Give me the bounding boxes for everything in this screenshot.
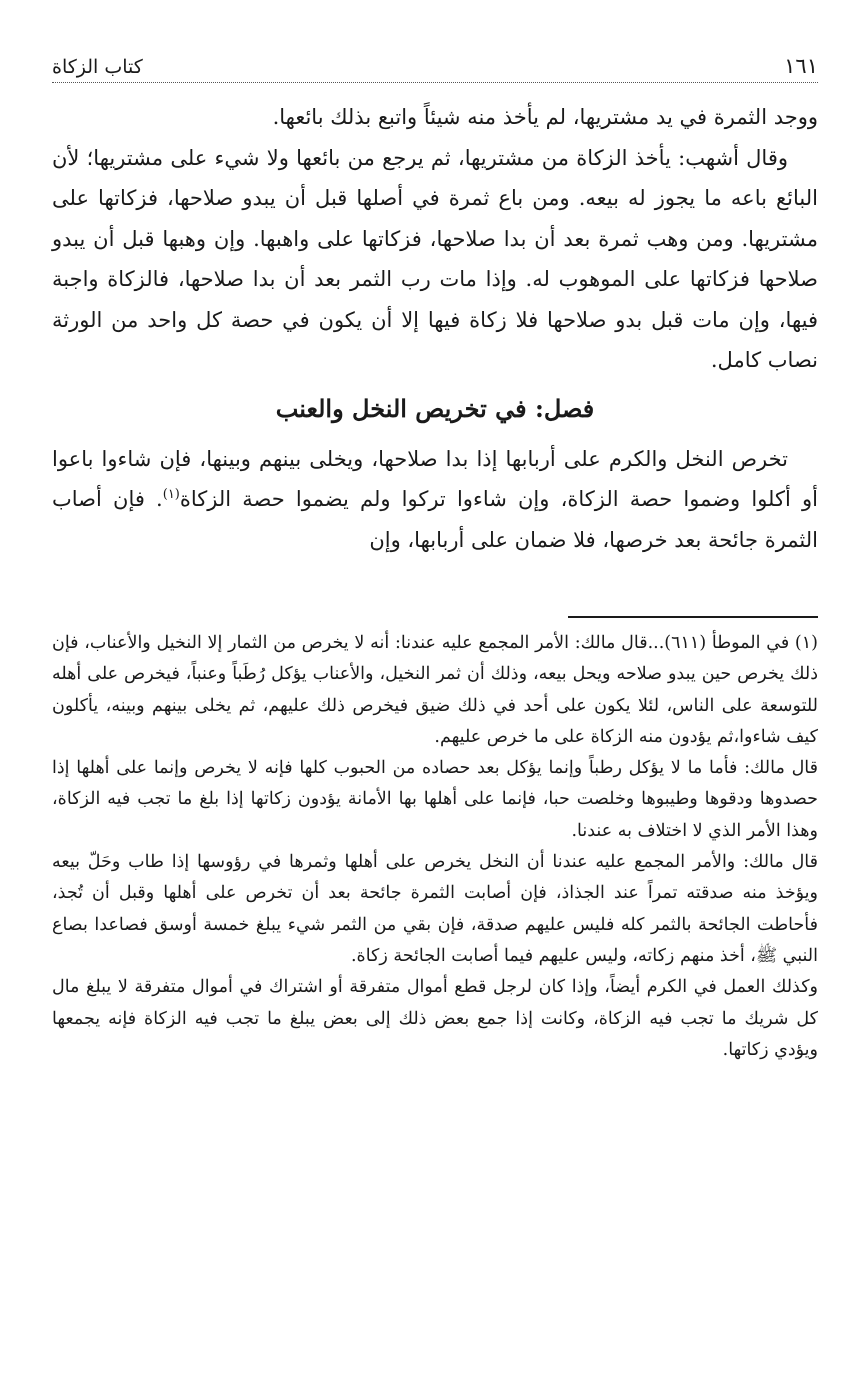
- chapter-title: كتاب الزكاة: [52, 56, 143, 78]
- main-text: [52, 97, 818, 560]
- running-header: [52, 52, 818, 83]
- page-number: ١٦١: [784, 54, 818, 78]
- footnote-reference: (١): [162, 487, 180, 502]
- paragraph-text: تخرص النخل والكرم على أربابها إذا بدا صلاحها، ويخلى بينهم وبينها، فإن شاءوا باعوا أو أكلوا وضموا حصة الزكاة، وإن شاءوا تركوا ولم يضموا حصة الزكاة: [52, 446, 818, 511]
- footnotes: [52, 628, 818, 1066]
- section-heading: فصل: في تخريص النخل والعنب: [275, 393, 595, 423]
- footnote: وكذلك العمل في الكرم أيضاً، وإذا كان لرجل قطع أموال متفرقة أو اشتراك في أموال متفرقة لا يبلغ مال كل شريك ما تجب فيه الزكاة، وكانت إذا جمع بعض ذلك إلى بعض يبلغ ما تجب فيه الزكاة فإنه يجمعها ويؤدي زكاتها.: [52, 977, 818, 1060]
- footnote: قال مالك: فأما ما لا يؤكل رطباً وإنما يؤكل بعد حصاده من الحبوب كلها فإنه لا يخرص وإنما على أهلها إذا حصدوها ودقوها وطيبوها وخلصت حبا، فإنما على أهلها بها الأمانة يؤدون زكاتها إذا بلغ ما تجب فيه الزكاة، وهذا الأمر الذي لا اختلاف به عندنا.: [52, 758, 818, 841]
- paragraph: [52, 439, 818, 561]
- book-page: [52, 52, 818, 1066]
- footnote: (١) في الموطأ (٦١١)...قال مالك: الأمر المجمع عليه عندنا: أنه لا يخرص من الثمار إلا النخيل والأعناب، فإن ذلك يخرص حين يبدو صلاحه ويحل بيعه، وذلك أن ثمر النخيل، والأعناب يؤكل رُطَباً وعنباً، فيخرص على أهله للتوسعة على الناس، لئلا يكون على أحد في ذلك ضيق فيخرص ذلك عليهم، ثم يخلى بينهم وبينه، يأكلون كيف شاءوا،ثم يؤدون منه الزكاة على ما خرص عليهم.: [52, 633, 818, 747]
- paragraph: وقال أشهب: يأخذ الزكاة من مشتريها، ثم يرجع من بائعها ولا شيء على مشتريها؛ لأن البائع باعه ما يجوز له بيعه. ومن باع ثمرة في أصلها قبل أن يبدو صلاحها، فزكاتها على مشتريها. ومن وهب ثمرة بعد أن بدا صلاحها، فزكاتها على واهبها. وإن وهبها قبل أن يبدو صلاحها فزكاتها على الموهوب له. وإذا مات رب الثمر بعد أن بدا صلاحها، فالزكاة واجبة فيها، وإن مات قبل بدو صلاحها فلا زكاة فيها إلا أن يكون في حصة كل واحد من الورثة نصاب كامل.: [52, 145, 818, 372]
- paragraph-text: . فإن أصاب الثمرة جائحة بعد خرصها، فلا ضمان على أربابها، وإن: [52, 487, 818, 552]
- footnote-divider: [568, 616, 818, 618]
- paragraph: ووجد الثمرة في يد مشتريها، لم يأخذ منه شيئاً واتبع بذلك بائعها.: [272, 105, 818, 129]
- footnote: قال مالك: والأمر المجمع عليه عندنا أن النخل يخرص على أهلها وثمرها في رؤوسها إذا طاب وحَلّ بيعه ويؤخذ منه صدقته تمراً عند الجذاذ، فإن أصابت الثمرة جائحة بعد أن تخرص على أهلها وقبل أن تُجذ، فأحاطت الجائحة بالثمر كله فليس عليهم صدقة، فإن بقي من الثمر شيء يبلغ خمسة أوسق فصاعدا بصاع النبي ﷺ، أخذ منهم زكاته، وليس عليهم فيما أصابت الجائحة زكاة.: [52, 852, 818, 966]
